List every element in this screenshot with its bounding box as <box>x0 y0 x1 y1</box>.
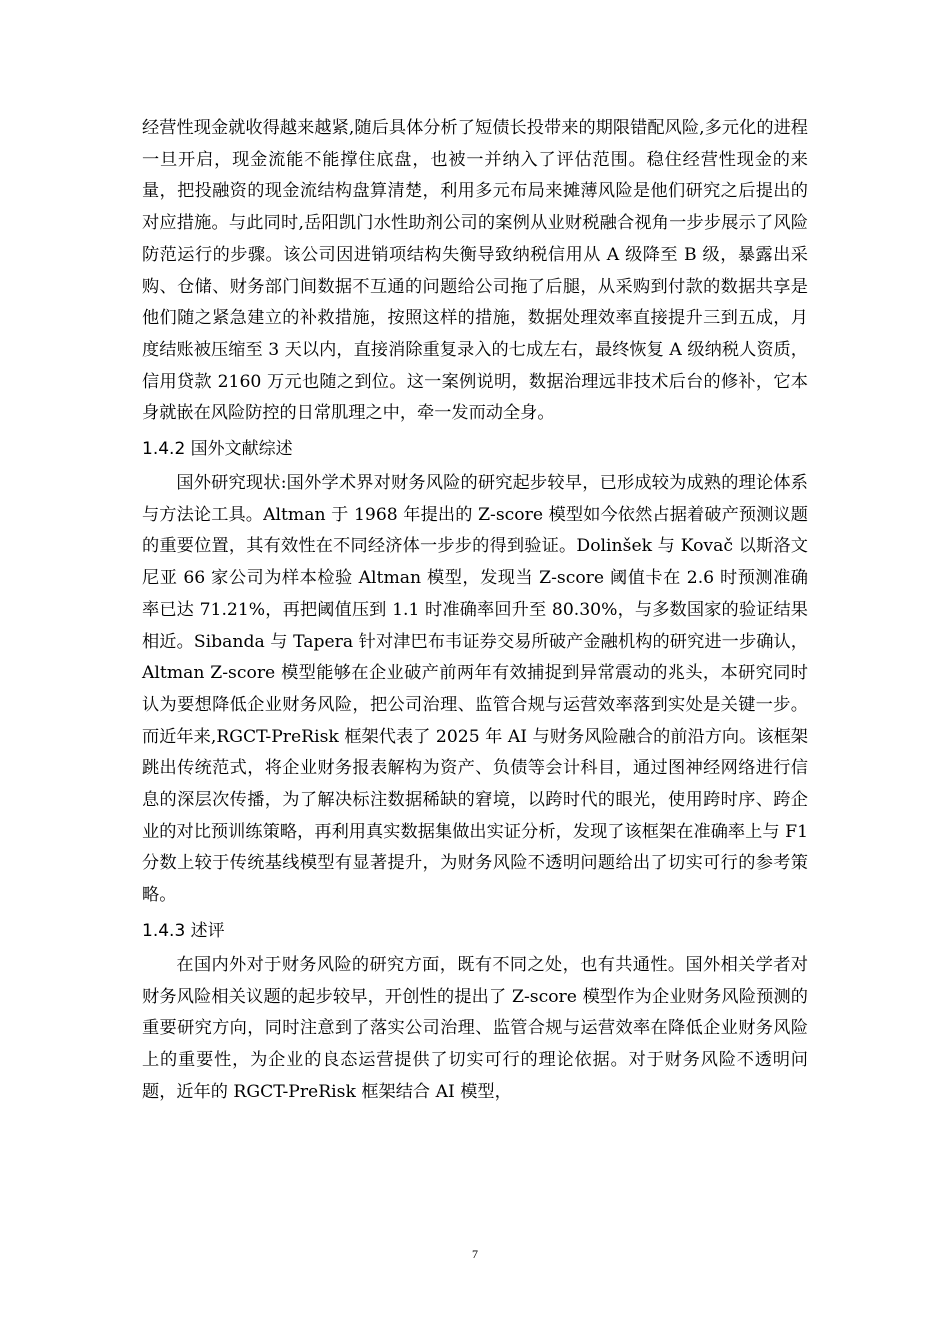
paragraph-domestic-continued: 经营性现金就收得越来越紧,随后具体分析了短债长投带来的期限错配风险,多元化的进程一旦开启，现金流能不能撑住底盘，也被一并纳入了评估范围。稳住经营性现金的来量，把投融资的现金流结构盘算清楚，利用多元布局来摊薄风险是他们研究之后提出的对应措施。与此同时,岳阳凯门水性助剂公司的案例从业财税融合视角一步步展示了风险防范运行的步骤。该公司因进销项结构失衡导致纳税信用从 A 级降至 B 级，暴露出采购、仓储、财务部门间数据不互通的问题给公司拖了后腿，从采购到付款的数据共享是他们随之紧急建立的补救措施，按照这样的措施，数据处理效率直接提升三到五成，月度结账被压缩至 3 天以内，直接消除重复录入的七成左右，最终恢复 A 级纳税人资质，信用贷款 2160 万元也随之到位。这一案例说明，数据治理远非技术后台的修补，它本身就嵌在风险防控的日常肌理之中，牵一发而动全身。 <box>142 118 808 424</box>
page-number: 7 <box>472 1247 478 1261</box>
page-body <box>142 113 808 1108</box>
section-heading-1-4-3: 1.4.3 述评 <box>142 920 225 941</box>
paragraph-review: 在国内外对于财务风险的研究方面，既有不同之处，也有共通性。国外相关学者对财务风险相关议题的起步较早，开创性的提出了 Z-score 模型作为企业财务风险预测的重要研究方向，同时注意到了落实公司治理、监管合规与运营效率在降低企业财务风险上的重要性，为企业的良态运营提供了切实可行的理论依据。对于财务风险不透明问题，近年的 RGCT-PreRisk 框架结合 AI 模型， <box>142 954 808 1102</box>
paragraph-foreign-research: 国外研究现状:国外学术界对财务风险的研究起步较早，已形成较为成熟的理论体系与方法论工具。Altman 于 1968 年提出的 Z-score 模型如今依然占据着破产预测议题的重要位置，其有效性在不同经济体一步步的得到验证。Dolinšek 与 Kovač 以斯洛文尼亚 66 家公司为样本检验 Altman 模型，发现当 Z-score 阈值卡在 2.6 时预测准确率已达 71.21%，再把阈值压到 1.1 时准确率回升至 80.30%，与多数国家的验证结果相近。Sibanda 与 Tapera 针对津巴布韦证券交易所破产金融机构的研究进一步确认，Altman Z-score 模型能够在企业破产前两年有效捕捉到异常震动的兆头，本研究同时认为要想降低企业财务风险，把公司治理、监管合规与运营效率落到实处是关键一步。而近年来,RGCT-PreRisk 框架代表了 2025 年 AI 与财务风险融合的前沿方向。该框架跳出传统范式，将企业财务报表解构为资产、负债等会计科目，通过图神经网络进行信息的深层次传播，为了解决标注数据稀缺的窘境，以跨时代的眼光，使用跨时序、跨企业的对比预训练策略，再利用真实数据集做出实证分析，发现了该框架在准确率上与 F1 分数上较于传统基线模型有显著提升，为财务风险不透明问题给出了切实可行的参考策略。 <box>142 473 808 906</box>
section-heading-1-4-2: 1.4.2 国外文献综述 <box>142 439 293 460</box>
